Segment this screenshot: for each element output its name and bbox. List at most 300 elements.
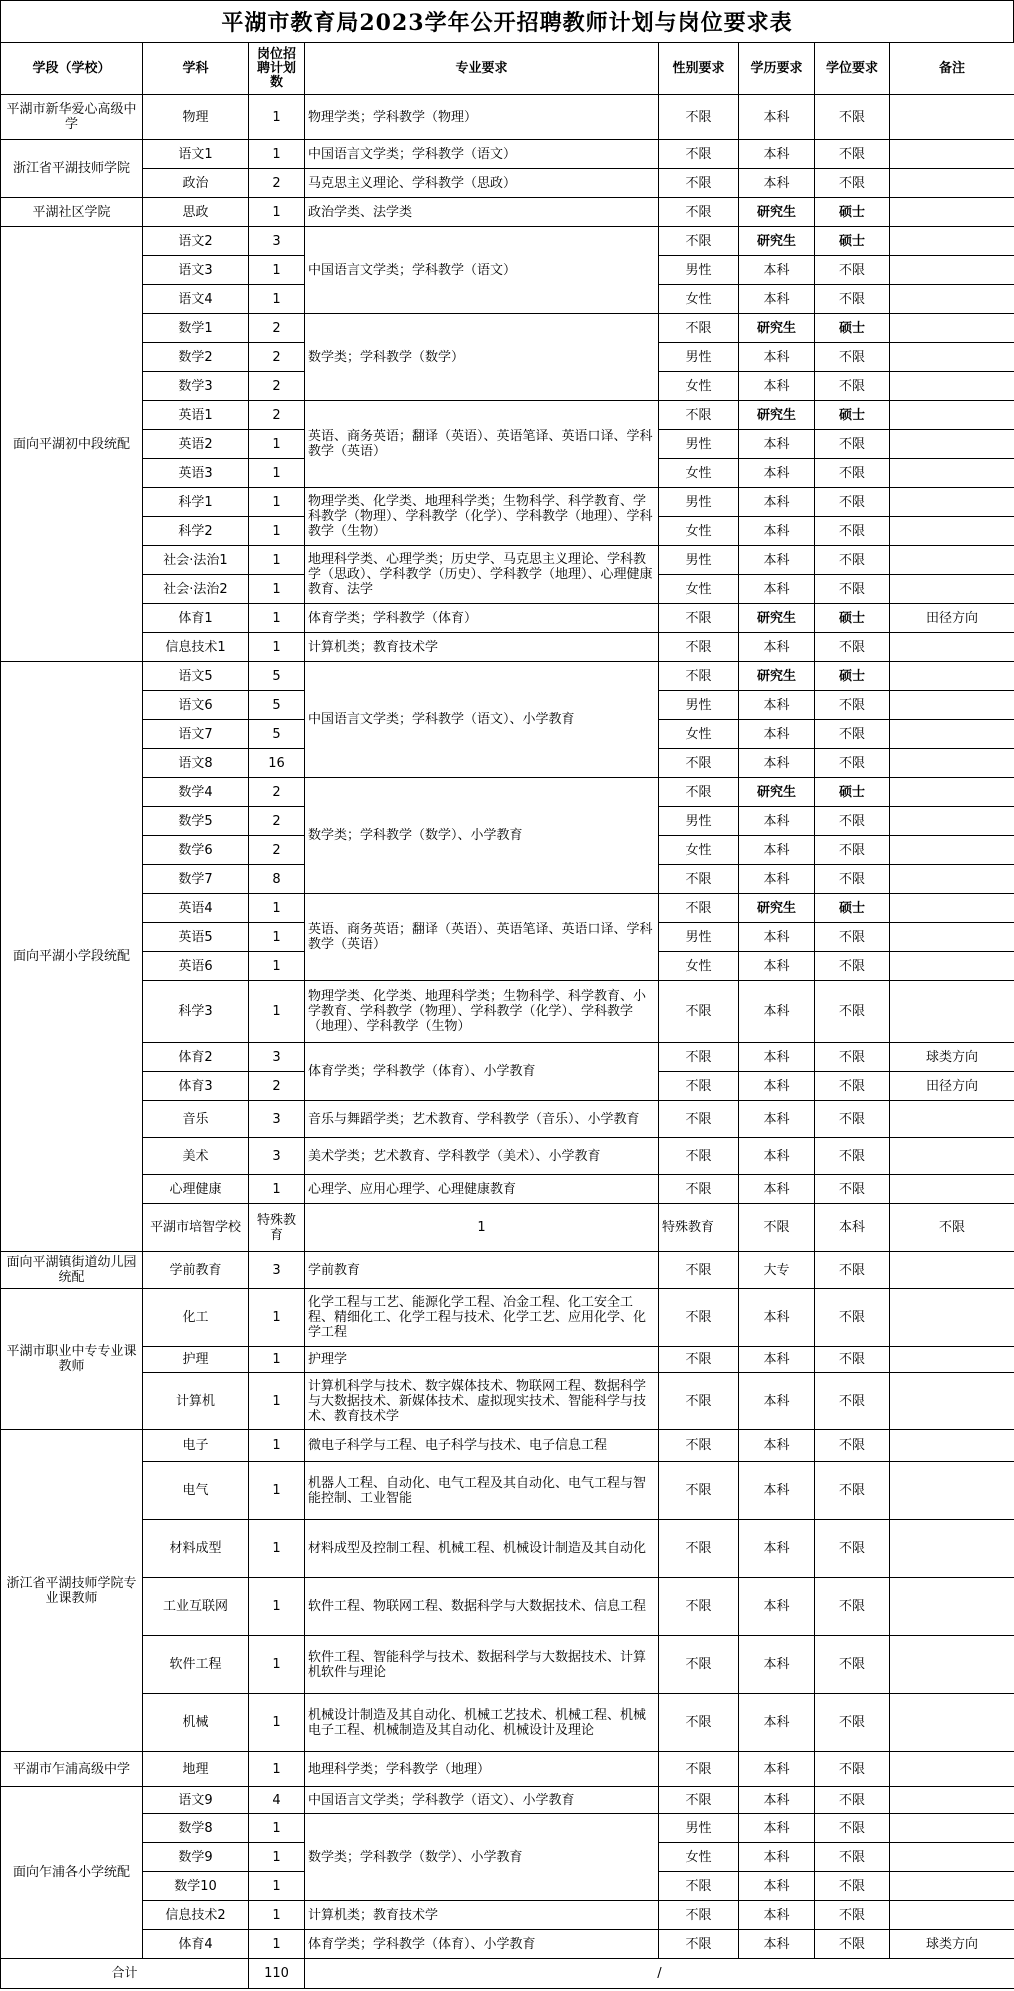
cell-count: 1 [249, 1752, 305, 1787]
cell-education: 研究生 [739, 778, 815, 807]
cell-education: 本科 [739, 343, 815, 372]
cell-education: 本科 [739, 691, 815, 720]
col-header-gender: 性别要求 [659, 43, 739, 95]
cell-count: 1 [249, 1373, 305, 1430]
cell-degree: 不限 [815, 459, 890, 488]
cell-school: 面向平湖镇街道幼儿园统配 [1, 1252, 143, 1289]
cell-degree: 硕士 [815, 401, 890, 430]
cell-degree: 不限 [815, 1843, 890, 1872]
cell-count: 2 [249, 343, 305, 372]
cell-gender: 不限 [659, 1289, 739, 1347]
cell-count: 2 [249, 1072, 305, 1101]
total-rest: / [305, 1959, 1014, 1989]
cell-subject: 思政 [143, 198, 249, 227]
cell-degree: 不限 [815, 488, 890, 517]
cell-count: 1 [249, 488, 305, 517]
cell-education: 本科 [739, 1752, 815, 1787]
cell-degree: 不限 [815, 1872, 890, 1901]
table-row [1, 546, 1014, 575]
cell-education: 本科 [739, 981, 815, 1043]
cell-gender: 不限 [659, 1872, 739, 1901]
cell-degree: 不限 [815, 140, 890, 169]
cell-note [890, 662, 1014, 691]
cell-count: 1 [249, 1289, 305, 1347]
cell-education: 本科 [739, 95, 815, 140]
cell-major: 微电子科学与工程、电子科学与技术、电子信息工程 [305, 1430, 659, 1462]
cell-count: 1 [249, 575, 305, 604]
cell-subject: 数学8 [143, 1814, 249, 1843]
cell-major: 物理学类、化学类、地理科学类；生物科学、科学教育、学科教学（物理）、学科教学（化学）、学科教学（地理）、学科教学（生物） [305, 488, 659, 546]
cell-note [890, 1752, 1014, 1787]
total-row [1, 1959, 1014, 1989]
cell-school: 平湖市培智学校 [143, 1204, 249, 1252]
cell-degree: 硕士 [815, 662, 890, 691]
cell-gender: 不限 [659, 169, 739, 198]
cell-education: 研究生 [739, 894, 815, 923]
cell-degree: 不限 [815, 372, 890, 401]
cell-major: 计算机类；教育技术学 [305, 1901, 659, 1930]
cell-education: 本科 [739, 1636, 815, 1694]
cell-note [890, 1373, 1014, 1430]
cell-count: 5 [249, 662, 305, 691]
cell-degree: 不限 [815, 517, 890, 546]
cell-count: 3 [249, 227, 305, 256]
cell-education: 本科 [739, 1347, 815, 1373]
cell-degree: 不限 [890, 1204, 1014, 1252]
cell-education: 本科 [739, 140, 815, 169]
cell-major: 数学类；学科教学（数学）、小学教育 [305, 778, 659, 894]
cell-subject: 语文5 [143, 662, 249, 691]
cell-major: 护理学 [305, 1347, 659, 1373]
cell-subject: 语文9 [143, 1787, 249, 1814]
cell-count: 1 [249, 517, 305, 546]
cell-gender: 不限 [659, 95, 739, 140]
cell-degree: 硕士 [815, 198, 890, 227]
cell-subject: 英语3 [143, 459, 249, 488]
cell-major: 机器人工程、自动化、电气工程及其自动化、电气工程与智能控制、工业智能 [305, 1462, 659, 1520]
table-row [1, 662, 1014, 691]
cell-education: 本科 [739, 1462, 815, 1520]
table-row [1, 169, 1014, 198]
cell-education: 本科 [739, 1101, 815, 1138]
header-row [1, 43, 1014, 95]
cell-count: 1 [249, 633, 305, 662]
cell-school: 平湖市乍浦高级中学 [1, 1752, 143, 1787]
cell-degree: 不限 [815, 256, 890, 285]
cell-count: 1 [249, 256, 305, 285]
cell-subject: 心理健康 [143, 1175, 249, 1204]
cell-count: 1 [249, 140, 305, 169]
cell-note [890, 95, 1014, 140]
cell-note [890, 1578, 1014, 1636]
cell-degree: 不限 [815, 1347, 890, 1373]
cell-count: 1 [249, 894, 305, 923]
col-header-education: 学历要求 [739, 43, 815, 95]
cell-count: 16 [249, 749, 305, 778]
cell-degree: 不限 [815, 720, 890, 749]
cell-degree: 不限 [815, 1787, 890, 1814]
cell-degree: 不限 [815, 430, 890, 459]
cell-gender: 女性 [659, 372, 739, 401]
cell-education: 本科 [739, 1289, 815, 1347]
cell-degree: 不限 [815, 343, 890, 372]
cell-note [890, 1901, 1014, 1930]
cell-note [890, 749, 1014, 778]
cell-gender: 男性 [659, 256, 739, 285]
cell-count: 1 [249, 952, 305, 981]
cell-subject: 化工 [143, 1289, 249, 1347]
cell-gender: 不限 [659, 1138, 739, 1175]
cell-gender: 不限 [659, 314, 739, 343]
cell-subject: 社会·法治1 [143, 546, 249, 575]
table-row [1, 1520, 1014, 1578]
cell-note [890, 778, 1014, 807]
cell-count: 1 [249, 1872, 305, 1901]
cell-major: 中国语言文学类；学科教学（语文） [305, 140, 659, 169]
cell-education: 本科 [739, 836, 815, 865]
total-label: 合计 [1, 1959, 249, 1989]
cell-subject: 英语4 [143, 894, 249, 923]
cell-count: 2 [249, 401, 305, 430]
cell-major: 学前教育 [305, 1252, 659, 1289]
cell-gender: 女性 [659, 459, 739, 488]
cell-subject: 音乐 [143, 1101, 249, 1138]
cell-subject: 英语5 [143, 923, 249, 952]
cell-major: 中国语言文学类；学科教学（语文）、小学教育 [305, 662, 659, 778]
cell-subject: 体育4 [143, 1930, 249, 1959]
cell-subject: 数学4 [143, 778, 249, 807]
cell-subject: 数学3 [143, 372, 249, 401]
cell-subject: 社会·法治2 [143, 575, 249, 604]
cell-education: 本科 [739, 488, 815, 517]
cell-degree: 不限 [815, 1430, 890, 1462]
cell-note [890, 1252, 1014, 1289]
cell-education: 本科 [739, 1787, 815, 1814]
table-row [1, 140, 1014, 169]
cell-major: 化学工程与工艺、能源化学工程、冶金工程、化工安全工程、精细化工、化学工程与技术、化学工艺、应用化学、化学工程 [305, 1289, 659, 1347]
cell-count: 1 [249, 459, 305, 488]
cell-subject: 材料成型 [143, 1520, 249, 1578]
cell-subject: 计算机 [143, 1373, 249, 1430]
cell-note [890, 1175, 1014, 1204]
cell-major: 中国语言文学类；学科教学（语文） [305, 227, 659, 314]
cell-subject: 科学2 [143, 517, 249, 546]
cell-note [890, 1520, 1014, 1578]
cell-gender: 女性 [659, 1843, 739, 1872]
cell-note [890, 227, 1014, 256]
cell-count: 5 [249, 691, 305, 720]
cell-degree: 不限 [815, 95, 890, 140]
cell-education: 研究生 [739, 662, 815, 691]
cell-education: 本科 [739, 517, 815, 546]
cell-gender: 男性 [659, 430, 739, 459]
cell-subject: 语文6 [143, 691, 249, 720]
cell-major: 美术学类；艺术教育、学科教学（美术）、小学教育 [305, 1138, 659, 1175]
cell-degree: 硕士 [815, 778, 890, 807]
cell-subject: 地理 [143, 1752, 249, 1787]
cell-education: 本科 [739, 807, 815, 836]
table-row [1, 1578, 1014, 1636]
cell-education: 本科 [739, 372, 815, 401]
cell-gender: 不限 [659, 1787, 739, 1814]
cell-gender: 男性 [659, 343, 739, 372]
cell-education: 本科 [739, 1578, 815, 1636]
cell-count: 3 [249, 1101, 305, 1138]
cell-education: 本科 [739, 1072, 815, 1101]
cell-note: 田径方向 [890, 1072, 1014, 1101]
cell-gender: 不限 [659, 1520, 739, 1578]
cell-degree: 不限 [815, 981, 890, 1043]
cell-note [890, 343, 1014, 372]
cell-note [890, 1347, 1014, 1373]
cell-count: 1 [249, 285, 305, 314]
cell-note [890, 720, 1014, 749]
cell-education: 本科 [739, 1901, 815, 1930]
cell-degree: 不限 [815, 1101, 890, 1138]
cell-education: 本科 [739, 1175, 815, 1204]
cell-count: 1 [249, 430, 305, 459]
cell-note [890, 1138, 1014, 1175]
cell-major: 马克思主义理论、学科教学（思政） [305, 169, 659, 198]
table-row [1, 227, 1014, 256]
cell-gender: 不限 [659, 1752, 739, 1787]
cell-degree: 不限 [815, 923, 890, 952]
cell-gender: 女性 [659, 285, 739, 314]
cell-subject: 语文3 [143, 256, 249, 285]
table-row [1, 1138, 1014, 1175]
table-row [1, 633, 1014, 662]
cell-major: 地理科学类、心理学类；历史学、马克思主义理论、学科教学（思政）、学科教学（历史）、学科教学（地理）、心理健康教育、法学 [305, 546, 659, 604]
table-row [1, 1814, 1014, 1843]
cell-note [890, 952, 1014, 981]
cell-degree: 不限 [815, 1462, 890, 1520]
cell-note [890, 517, 1014, 546]
cell-subject: 政治 [143, 169, 249, 198]
cell-education: 本科 [739, 1138, 815, 1175]
cell-subject: 科学1 [143, 488, 249, 517]
col-header-note: 备注 [890, 43, 1014, 95]
col-header-subject: 学科 [143, 43, 249, 95]
cell-note [890, 285, 1014, 314]
cell-degree: 不限 [815, 169, 890, 198]
cell-major: 体育学类；学科教学（体育）、小学教育 [305, 1930, 659, 1959]
cell-count: 1 [249, 604, 305, 633]
cell-education: 本科 [739, 169, 815, 198]
cell-count: 3 [249, 1043, 305, 1072]
cell-count: 1 [249, 981, 305, 1043]
cell-gender: 不限 [659, 1347, 739, 1373]
cell-subject: 工业互联网 [143, 1578, 249, 1636]
cell-major: 软件工程、物联网工程、数据科学与大数据技术、信息工程 [305, 1578, 659, 1636]
cell-count: 1 [249, 923, 305, 952]
cell-education: 本科 [739, 952, 815, 981]
cell-education: 本科 [739, 459, 815, 488]
cell-count: 2 [249, 807, 305, 836]
table-row [1, 1204, 1014, 1252]
cell-note [890, 314, 1014, 343]
cell-gender: 不限 [659, 1252, 739, 1289]
cell-subject: 英语6 [143, 952, 249, 981]
table-row [1, 778, 1014, 807]
cell-subject: 电气 [143, 1462, 249, 1520]
cell-subject: 美术 [143, 1138, 249, 1175]
cell-degree: 不限 [815, 836, 890, 865]
cell-education: 本科 [739, 1043, 815, 1072]
cell-major: 英语、商务英语；翻译（英语）、英语笔译、英语口译、学科教学（英语） [305, 894, 659, 981]
cell-gender: 不限 [659, 633, 739, 662]
table-row [1, 314, 1014, 343]
cell-degree: 不限 [815, 1373, 890, 1430]
cell-degree: 不限 [815, 546, 890, 575]
cell-note [890, 1101, 1014, 1138]
total-count: 110 [249, 1959, 305, 1989]
cell-note [890, 1462, 1014, 1520]
cell-subject: 体育3 [143, 1072, 249, 1101]
cell-major: 中国语言文学类；学科教学（语文）、小学教育 [305, 1787, 659, 1814]
cell-degree: 不限 [815, 1930, 890, 1959]
cell-school: 面向平湖初中段统配 [1, 227, 143, 662]
cell-degree: 不限 [815, 691, 890, 720]
cell-subject: 数学1 [143, 314, 249, 343]
cell-degree: 不限 [815, 807, 890, 836]
cell-note [890, 807, 1014, 836]
cell-note [890, 1636, 1014, 1694]
cell-degree: 不限 [815, 1252, 890, 1289]
cell-gender: 不限 [659, 1901, 739, 1930]
cell-major: 体育学类；学科教学（体育）、小学教育 [305, 1043, 659, 1101]
cell-count: 1 [249, 546, 305, 575]
cell-gender: 不限 [659, 1043, 739, 1072]
cell-note [890, 1843, 1014, 1872]
cell-major: 英语、商务英语；翻译（英语）、英语笔译、英语口译、学科教学（英语） [305, 401, 659, 488]
cell-education: 研究生 [739, 227, 815, 256]
cell-gender: 不限 [659, 1430, 739, 1462]
cell-gender: 女性 [659, 575, 739, 604]
cell-note [890, 459, 1014, 488]
cell-note [890, 256, 1014, 285]
cell-gender: 女性 [659, 517, 739, 546]
cell-note [890, 865, 1014, 894]
cell-school: 平湖市新华爱心高级中学 [1, 95, 143, 140]
cell-degree: 硕士 [815, 227, 890, 256]
cell-degree: 不限 [815, 285, 890, 314]
cell-count: 2 [249, 836, 305, 865]
cell-degree: 不限 [815, 633, 890, 662]
cell-note [890, 430, 1014, 459]
cell-gender: 不限 [659, 1462, 739, 1520]
cell-gender: 不限 [659, 604, 739, 633]
cell-major: 地理科学类；学科教学（地理） [305, 1752, 659, 1787]
cell-major: 体育学类；学科教学（体育） [305, 604, 659, 633]
cell-education: 研究生 [739, 604, 815, 633]
cell-degree: 不限 [815, 952, 890, 981]
col-header-count: 岗位招聘计划数 [249, 43, 305, 95]
cell-education: 研究生 [739, 401, 815, 430]
cell-school: 面向平湖小学段统配 [1, 662, 143, 1252]
cell-education: 研究生 [739, 198, 815, 227]
cell-education: 本科 [739, 865, 815, 894]
cell-school: 平湖社区学院 [1, 198, 143, 227]
cell-major: 数学类；学科教学（数学） [305, 314, 659, 401]
cell-count: 1 [249, 1843, 305, 1872]
cell-major: 音乐与舞蹈学类；艺术教育、学科教学（音乐）、小学教育 [305, 1101, 659, 1138]
cell-count: 1 [249, 1694, 305, 1752]
cell-count: 2 [249, 314, 305, 343]
cell-count: 1 [249, 95, 305, 140]
cell-major: 物理学类、化学类、地理科学类；生物科学、科学教育、小学教育、学科教学（物理）、学科教学（化学）、学科教学（地理）、学科教学（生物） [305, 981, 659, 1043]
table-row [1, 1043, 1014, 1072]
cell-note [890, 836, 1014, 865]
cell-subject: 语文7 [143, 720, 249, 749]
cell-note [890, 1430, 1014, 1462]
cell-education: 本科 [739, 1520, 815, 1578]
cell-count: 1 [249, 1175, 305, 1204]
col-header-school: 学段（学校） [1, 43, 143, 95]
cell-degree: 不限 [815, 575, 890, 604]
cell-degree: 不限 [815, 1138, 890, 1175]
cell-note [890, 691, 1014, 720]
table-row [1, 1930, 1014, 1959]
cell-degree: 不限 [815, 1072, 890, 1101]
cell-subject: 语文1 [143, 140, 249, 169]
cell-education: 本科 [815, 1204, 890, 1252]
cell-count: 1 [249, 1520, 305, 1578]
cell-degree: 不限 [815, 1694, 890, 1752]
cell-subject: 学前教育 [143, 1252, 249, 1289]
cell-school: 浙江省平湖技师学院专业课教师 [1, 1430, 143, 1752]
table-row [1, 1101, 1014, 1138]
cell-count: 8 [249, 865, 305, 894]
table-row [1, 401, 1014, 430]
cell-education: 本科 [739, 1430, 815, 1462]
cell-education: 本科 [739, 1694, 815, 1752]
cell-gender: 女性 [659, 952, 739, 981]
cell-subject: 机械 [143, 1694, 249, 1752]
cell-major: 心理学、应用心理学、心理健康教育 [305, 1175, 659, 1204]
cell-subject: 数学5 [143, 807, 249, 836]
cell-gender: 不限 [739, 1204, 815, 1252]
cell-note [890, 981, 1014, 1043]
cell-subject: 数学6 [143, 836, 249, 865]
cell-major: 计算机科学与技术、数字媒体技术、物联网工程、数据科学与大数据技术、新媒体技术、虚拟现实技术、智能科学与技术、教育技术学 [305, 1373, 659, 1430]
cell-degree: 不限 [815, 749, 890, 778]
cell-subject: 信息技术1 [143, 633, 249, 662]
cell-count: 2 [249, 778, 305, 807]
cell-gender: 不限 [659, 1072, 739, 1101]
cell-subject: 护理 [143, 1347, 249, 1373]
table-row [1, 488, 1014, 517]
cell-count: 3 [249, 1252, 305, 1289]
cell-subject: 软件工程 [143, 1636, 249, 1694]
cell-major: 物理学类；学科教学（物理） [305, 95, 659, 140]
recruitment-table [0, 42, 1014, 1989]
cell-gender: 不限 [659, 1578, 739, 1636]
cell-degree: 不限 [815, 1752, 890, 1787]
table-row [1, 1462, 1014, 1520]
cell-gender: 不限 [659, 865, 739, 894]
cell-count: 1 [249, 1930, 305, 1959]
col-header-degree: 学位要求 [815, 43, 890, 95]
cell-gender: 不限 [659, 1636, 739, 1694]
cell-note [890, 923, 1014, 952]
cell-count: 1 [249, 1814, 305, 1843]
cell-education: 本科 [739, 1930, 815, 1959]
cell-school: 面向乍浦各小学统配 [1, 1787, 143, 1959]
cell-count: 1 [305, 1204, 659, 1252]
cell-degree: 不限 [815, 1175, 890, 1204]
cell-note: 田径方向 [890, 604, 1014, 633]
cell-major: 软件工程、智能科学与技术、数据科学与大数据技术、计算机软件与理论 [305, 1636, 659, 1694]
